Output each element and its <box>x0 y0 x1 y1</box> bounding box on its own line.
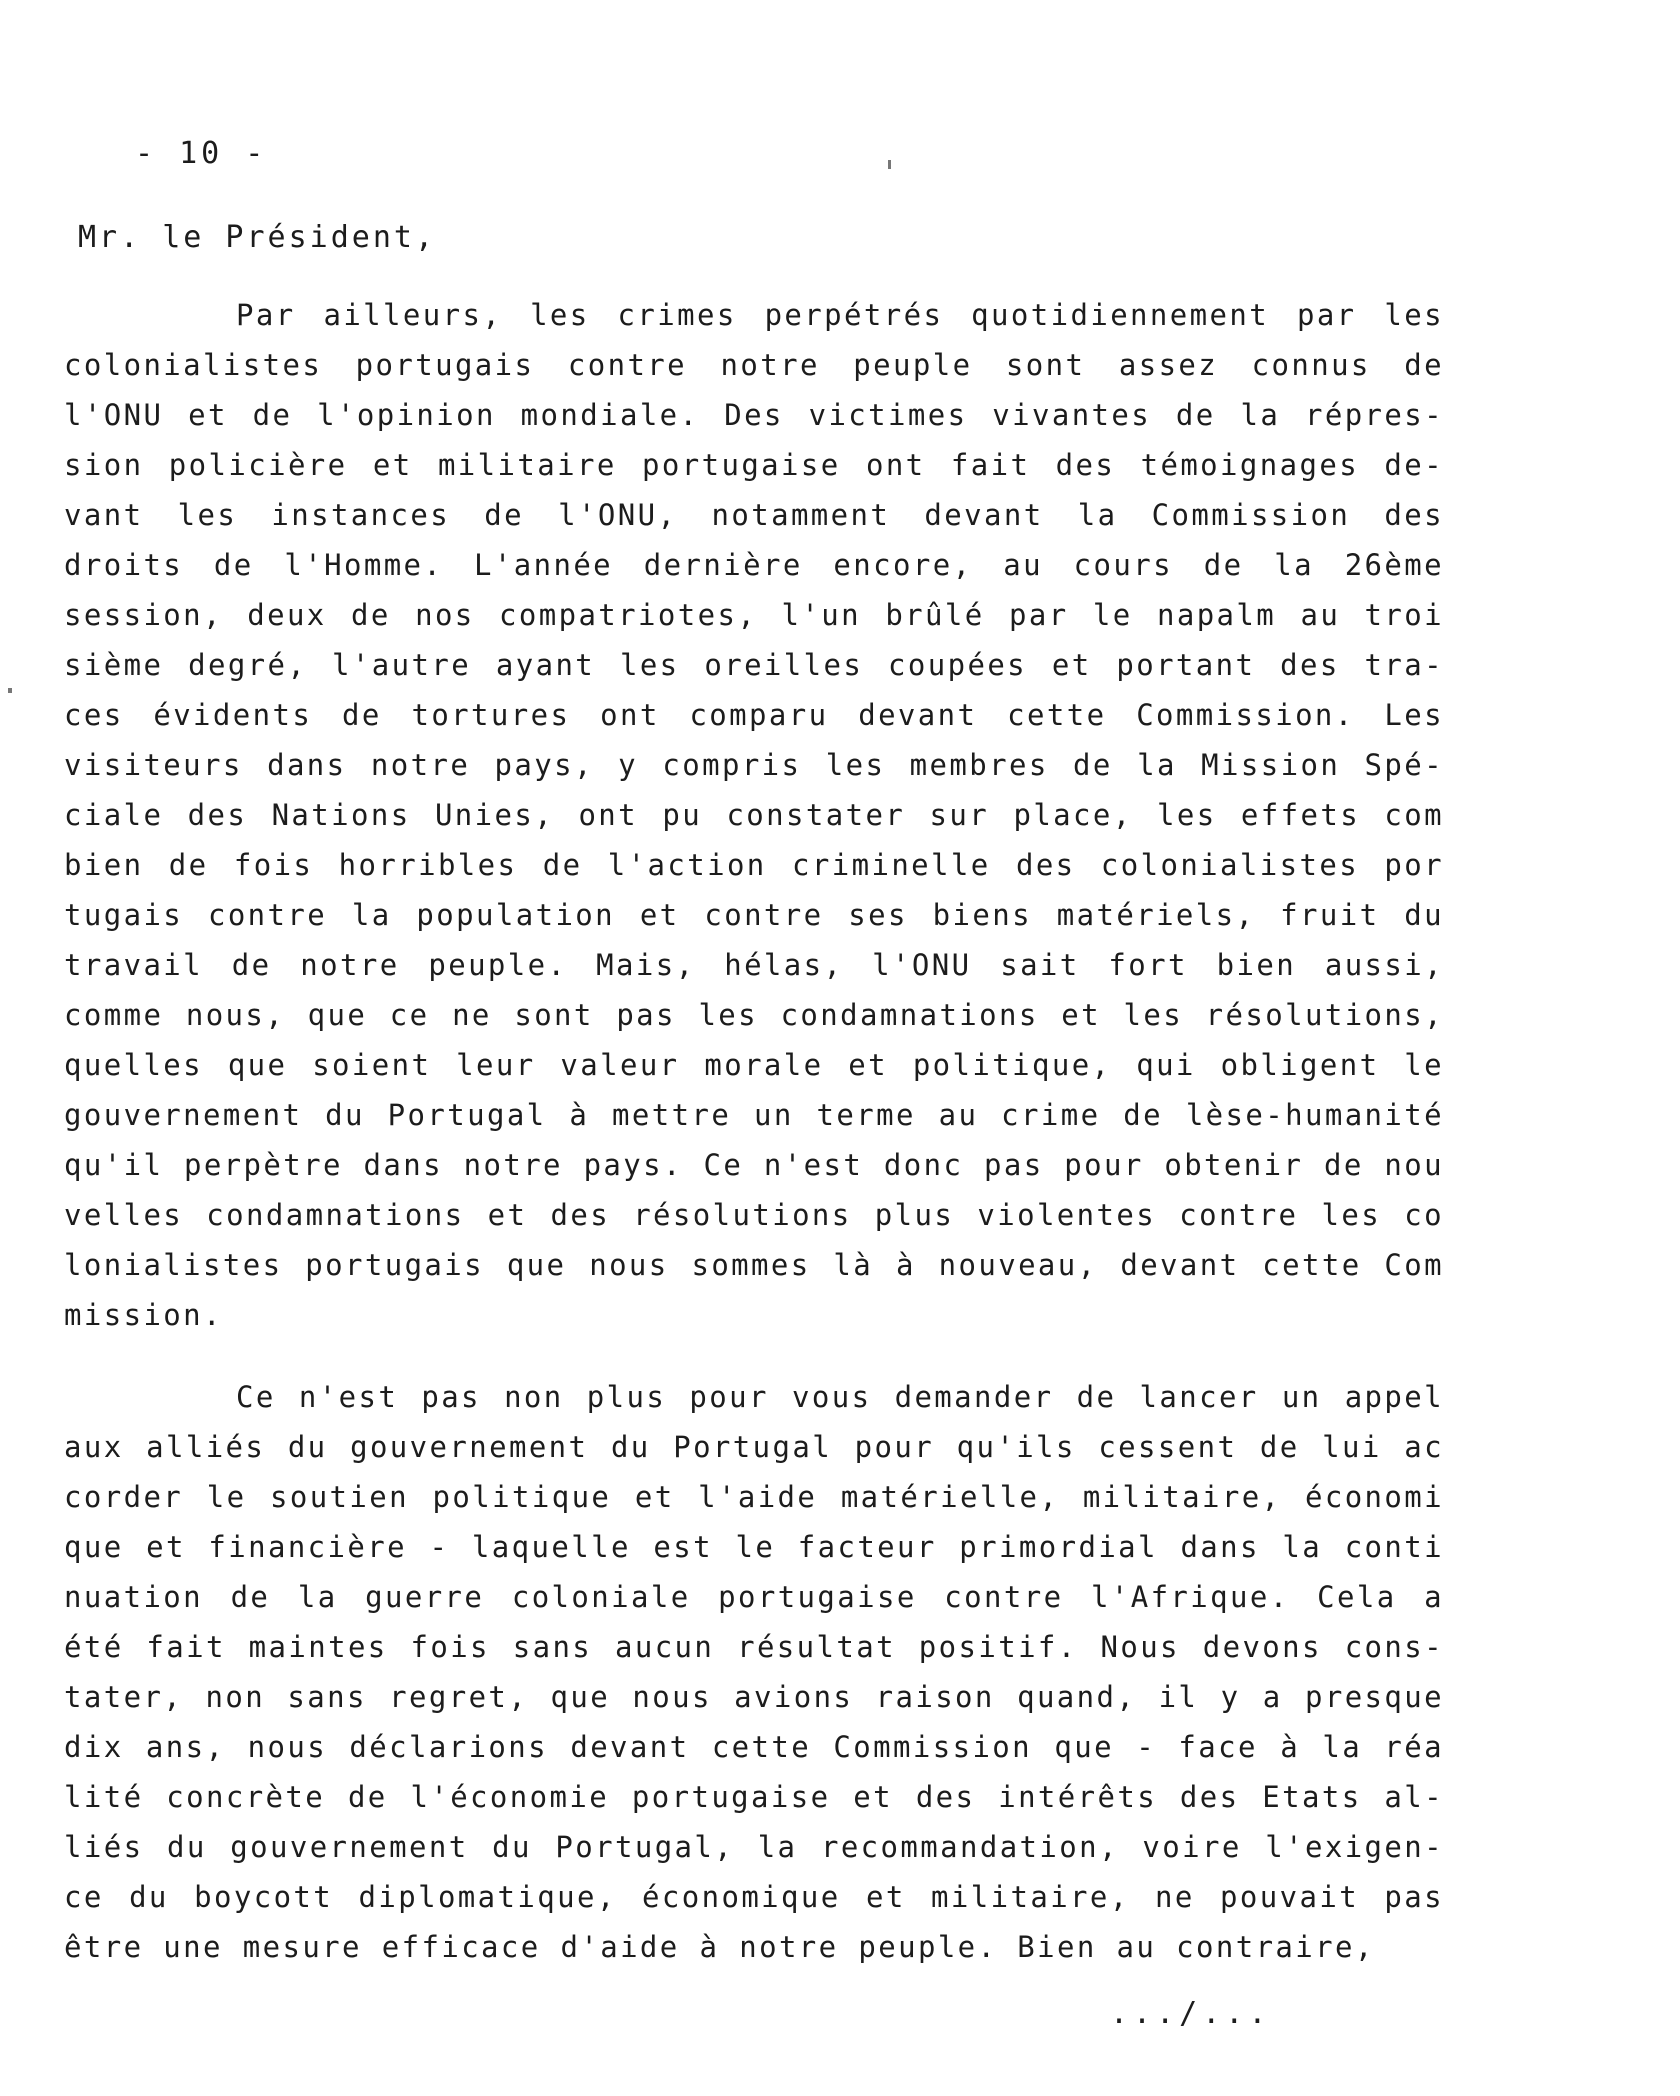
text-line: lité concrète de l'économie portugaise et des intérêts des Etats al- <box>64 1780 1444 1814</box>
paragraph-2 <box>64 1372 1444 1972</box>
text-line: mission. <box>64 1298 223 1332</box>
text-line: velles condamnations et des résolutions plus violentes contre les co <box>64 1198 1444 1232</box>
scan-speck <box>8 688 12 693</box>
text-line: l'ONU et de l'opinion mondiale. Des victimes vivantes de la répres- <box>64 398 1444 432</box>
text-line: ciale des Nations Unies, ont pu constater sur place, les effets com <box>64 798 1444 832</box>
text-line: Ce n'est pas non plus pour vous demander de lancer un appel <box>236 1380 1444 1414</box>
text-line: tater, non sans regret, que nous avions raison quand, il y a presque <box>64 1680 1444 1714</box>
paragraph-1 <box>64 290 1444 1340</box>
text-line: être une mesure efficace d'aide à notre peuple. Bien au contraire, <box>64 1930 1375 1964</box>
text-line: que et financière - laquelle est le facteur primordial dans la conti <box>64 1530 1444 1564</box>
text-line: bien de fois horribles de l'action criminelle des colonialistes por <box>64 848 1444 882</box>
text-line: lonialistes portugais que nous sommes là à nouveau, devant cette Com <box>64 1248 1444 1282</box>
salutation: Mr. le Président, <box>78 220 437 255</box>
text-line: sième degré, l'autre ayant les oreilles coupées et portant des tra- <box>64 648 1444 682</box>
text-line: nuation de la guerre coloniale portugaise contre l'Afrique. Cela a <box>64 1580 1444 1614</box>
page-number: - 10 - <box>135 136 268 171</box>
text-line: vant les instances de l'ONU, notamment devant la Commission des <box>64 498 1444 532</box>
text-line: comme nous, que ce ne sont pas les condamnations et les résolutions, <box>64 998 1444 1032</box>
text-line: ce du boycott diplomatique, économique et militaire, ne pouvait pas <box>64 1880 1444 1914</box>
text-line: visiteurs dans notre pays, y compris les membres de la Mission Spé- <box>64 748 1444 782</box>
continuation-mark: .../... <box>1110 1996 1272 2031</box>
text-line: sion policière et militaire portugaise ont fait des témoignages de- <box>64 448 1444 482</box>
text-line: tugais contre la population et contre ses biens matériels, fruit du <box>64 898 1444 932</box>
text-line: Par ailleurs, les crimes perpétrés quotidiennement par les <box>236 298 1444 332</box>
text-line: corder le soutien politique et l'aide matérielle, militaire, économi <box>64 1480 1444 1514</box>
text-line: dix ans, nous déclarions devant cette Commission que - face à la réa <box>64 1730 1444 1764</box>
text-line: liés du gouvernement du Portugal, la recommandation, voire l'exigen- <box>64 1830 1444 1864</box>
text-line: droits de l'Homme. L'année dernière encore, au cours de la 26ème <box>64 548 1444 582</box>
text-line: ces évidents de tortures ont comparu devant cette Commission. Les <box>64 698 1444 732</box>
text-line: aux alliés du gouvernement du Portugal pour qu'ils cessent de lui ac <box>64 1430 1444 1464</box>
text-line: session, deux de nos compatriotes, l'un brûlé par le napalm au troi <box>64 598 1444 632</box>
text-line: colonialistes portugais contre notre peuple sont assez connus de <box>64 348 1444 382</box>
text-line: été fait maintes fois sans aucun résultat positif. Nous devons cons- <box>64 1630 1444 1664</box>
text-line: quelles que soient leur valeur morale et politique, qui obligent le <box>64 1048 1444 1082</box>
text-line: gouvernement du Portugal à mettre un terme au crime de lèse-humanité <box>64 1098 1444 1132</box>
scan-speck <box>888 160 891 169</box>
text-line: travail de notre peuple. Mais, hélas, l'ONU sait fort bien aussi, <box>64 948 1444 982</box>
text-line: qu'il perpètre dans notre pays. Ce n'est donc pas pour obtenir de nou <box>64 1148 1444 1182</box>
